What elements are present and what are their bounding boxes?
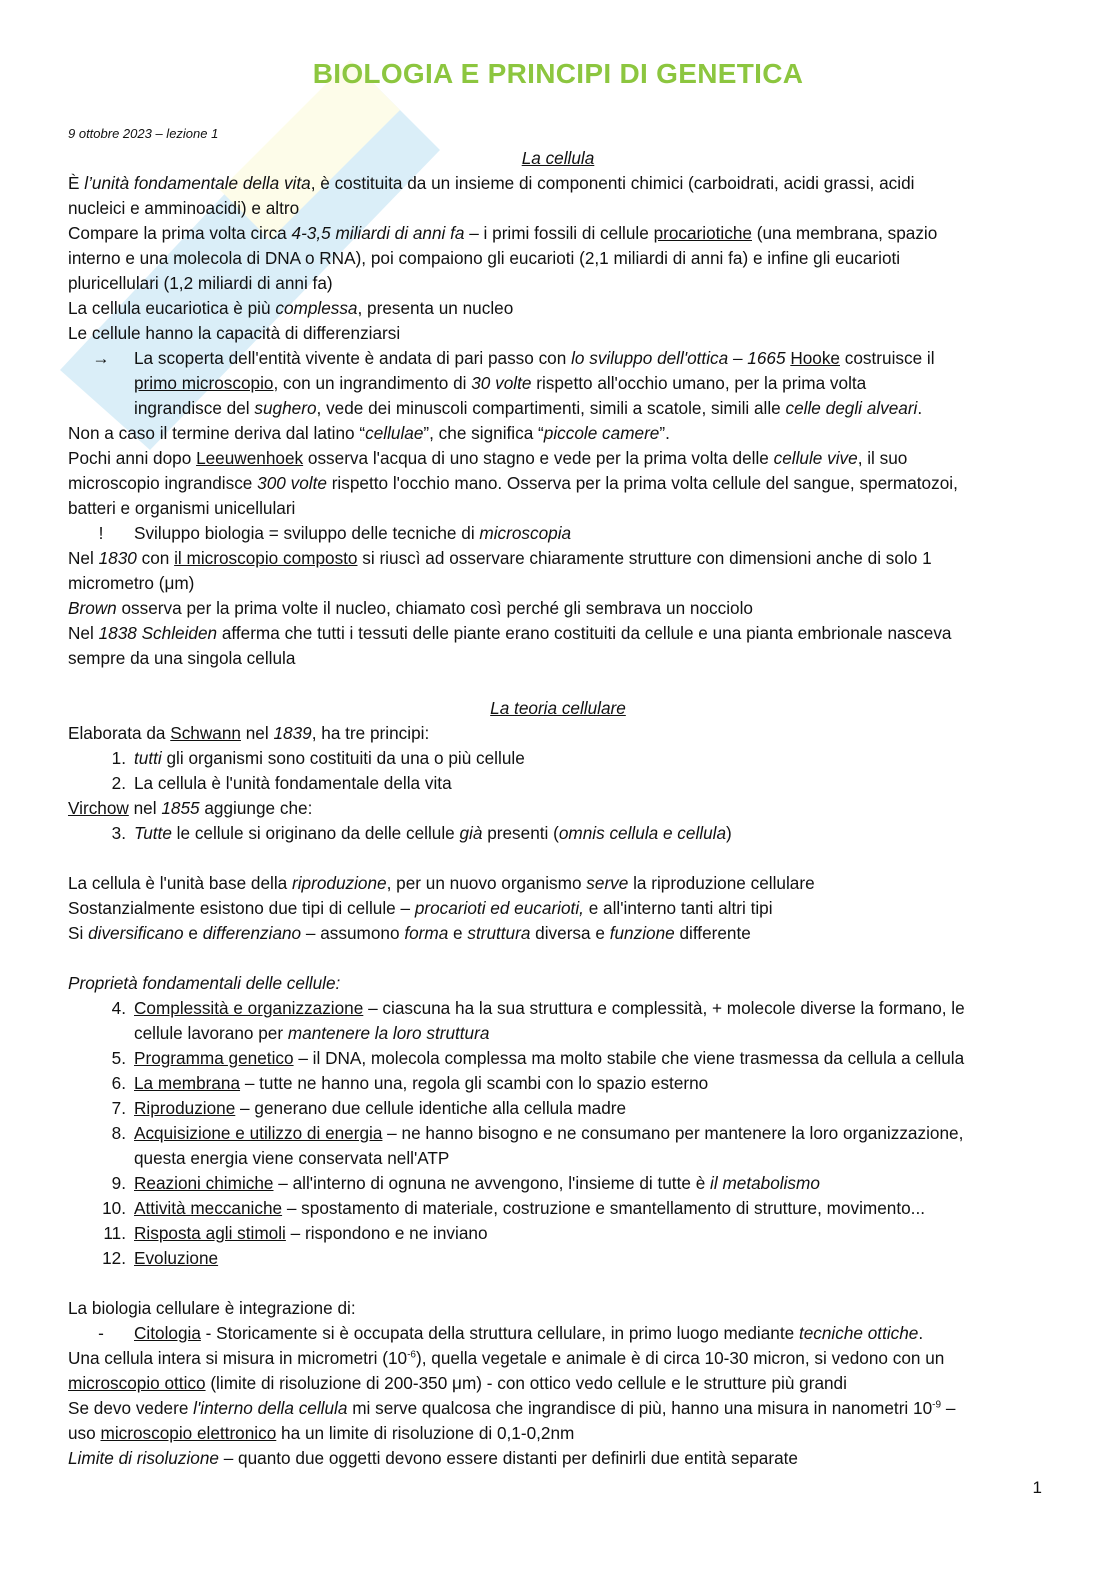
list-item: 7. Riproduzione – generano due cellule identiche alla cellula madre bbox=[111, 1098, 627, 1118]
paragraph-line: Le cellule hanno la capacità di differenziarsi bbox=[68, 323, 401, 343]
paragraph-line: Brown osserva per la prima volte il nucleo, chiamato così perché gli sembrava un nocciolo bbox=[68, 598, 753, 618]
paragraph-line: Compare la prima volta circa 4-3,5 miliardi di anni fa – i primi fossili di cellule procariotiche (una membrana, spazio bbox=[68, 223, 938, 243]
paragraph-line: micrometro (μm) bbox=[68, 573, 195, 593]
dash-icon: - bbox=[98, 1323, 104, 1343]
paragraph-line: primo microscopio, con un ingrandimento di 30 volte rispetto all'occhio umano, per la prima volta bbox=[134, 373, 867, 393]
document-body bbox=[68, 146, 1048, 1471]
paragraph-line: È l’unità fondamentale della vita, è costituita da un insieme di componenti chimici (carboidrati, acidi grassi, acidi bbox=[68, 173, 915, 193]
heading-teoria-cellulare: La teoria cellulare bbox=[490, 698, 626, 718]
list-item: 2. La cellula è l'unità fondamentale della vita bbox=[111, 773, 452, 793]
paragraph-line: Nel 1830 con il microscopio composto si riuscì ad osservare chiaramente strutture con dimensioni anche di solo 1 bbox=[68, 548, 932, 568]
arrow-bullet: → La scoperta dell'entità vivente è andata di pari passo con lo sviluppo dell'ottica – 1665 Hooke costruisce il bbox=[68, 346, 1048, 371]
exclamation-icon: ! bbox=[98, 523, 104, 543]
paragraph-line: microscopio ottico (limite di risoluzione di 200-350 μm) - con ottico vedo cellule e le strutture più grandi bbox=[68, 1373, 847, 1393]
paragraph-line: uso microscopio elettronico ha un limite di risoluzione di 0,1-0,2nm bbox=[68, 1423, 575, 1443]
list-item: 6. La membrana – tutte ne hanno una, regola gli scambi con lo spazio esterno bbox=[111, 1073, 709, 1093]
arrow-icon: → bbox=[92, 348, 110, 368]
paragraph-line: Elaborata da Schwann nel 1839, ha tre principi: bbox=[68, 723, 430, 743]
paragraph-line: nucleici e amminoacidi) e altro bbox=[68, 198, 300, 218]
list-item: 11. Risposta agli stimoli – rispondono e ne inviano bbox=[103, 1223, 488, 1243]
list-item: 4. Complessità e organizzazione – ciascuna ha la sua struttura e complessità, + molecole diverse la formano, le bbox=[111, 998, 965, 1018]
dash-bullet: - Citologia - Storicamente si è occupata della struttura cellulare, in primo luogo mediante tecniche ottiche. bbox=[68, 1321, 1048, 1346]
paragraph-line: Una cellula intera si misura in micrometri $(10^{-6})$, quella vegetale e animale è di circa 10-30 micron, si vedono con un bbox=[68, 1348, 945, 1368]
paragraph-line: La cellula eucariotica è più complessa, presenta un nucleo bbox=[68, 298, 514, 318]
paragraph-line: microscopio ingrandisce 300 volte rispetto l'occhio mano. Osserva per la prima volta cellule del sangue, spermatozoi, bbox=[68, 473, 958, 493]
paragraph-line: Pochi anni dopo Leeuwenhoek osserva l'acqua di uno stagno e vede per la prima volta delle cellule vive, il suo bbox=[68, 448, 908, 468]
list-item: 8. Acquisizione e utilizzo di energia – ne hanno bisogno e ne consumano per mantenere la loro organizzazione, bbox=[111, 1123, 964, 1143]
paragraph-line: sempre da una singola cellula bbox=[68, 648, 296, 668]
paragraph-line: batteri e organismi unicellulari bbox=[68, 498, 296, 518]
paragraph-line: Si diversificano e differenziano – assumono forma e struttura diversa e funzione differente bbox=[68, 923, 751, 943]
page-number: 1 bbox=[1032, 1478, 1042, 1497]
document-title: BIOLOGIA E PRINCIPI DI GENETICA bbox=[312, 58, 804, 89]
heading-la-cellula: La cellula bbox=[521, 148, 595, 168]
list-item: 12. Evoluzione bbox=[102, 1248, 219, 1268]
heading-proprieta: Proprietà fondamentali delle cellule: bbox=[68, 973, 341, 993]
lecture-date: 9 ottobre 2023 – lezione 1 bbox=[68, 126, 219, 141]
list-item: 5. Programma genetico – il DNA, molecola complessa ma molto stabile che viene trasmessa da cellula a cellula bbox=[111, 1048, 965, 1068]
paragraph-line: La cellula è l'unità base della riproduzione, per un nuovo organismo serve la riproduzione cellulare bbox=[68, 873, 815, 893]
list-item: 1. tutti gli organismi sono costituiti da una o più cellule bbox=[111, 748, 525, 768]
paragraph-line: ingrandisce del sughero, vede dei minuscoli compartimenti, simili a scatole, simili alle celle degli alveari. bbox=[134, 398, 923, 418]
paragraph-line: pluricellulari (1,2 miliardi di anni fa) bbox=[68, 273, 333, 293]
paragraph-line: questa energia viene conservata nell'ATP bbox=[134, 1148, 450, 1168]
paragraph-line: Virchow nel 1855 aggiunge che: bbox=[68, 798, 313, 818]
paragraph-line: Non a caso il termine deriva dal latino “cellulae”, che significa “piccole camere”. bbox=[68, 423, 670, 443]
list-item: 3. Tutte le cellule si originano da delle cellule già presenti (omnis cellula e cellula) bbox=[111, 823, 732, 843]
list-item: 10. Attività meccaniche – spostamento di materiale, costruzione e smantellamento di strutture, movimento... bbox=[102, 1198, 925, 1218]
paragraph-line: cellule lavorano per mantenere la loro struttura bbox=[134, 1023, 490, 1043]
exclamation-bullet: ! Sviluppo biologia = sviluppo delle tecniche di microscopia bbox=[68, 521, 1048, 546]
paragraph-line: interno e una molecola di DNA o RNA), poi compaiono gli eucarioti (2,1 miliardi di anni fa) e infine gli eucarioti bbox=[68, 248, 901, 268]
paragraph-line: Se devo vedere l'interno della cellula mi serve qualcosa che ingrandisce di più, hanno una misura in nanometri $10^{-9}$ – bbox=[68, 1398, 956, 1418]
paragraph-line: Nel 1838 Schleiden afferma che tutti i tessuti delle piante erano costituiti da cellule e una pianta embrionale nasceva bbox=[68, 623, 952, 643]
paragraph-line: La biologia cellulare è integrazione di: bbox=[68, 1298, 356, 1318]
list-item: 9. Reazioni chimiche – all'interno di ognuna ne avvengono, l'insieme di tutte è il metabolismo bbox=[111, 1173, 820, 1193]
paragraph-line: Limite di risoluzione – quanto due oggetti devono essere distanti per definirli due entità separate bbox=[68, 1448, 798, 1468]
paragraph-line: Sostanzialmente esistono due tipi di cellule – procarioti ed eucarioti, e all'interno tanti altri tipi bbox=[68, 898, 773, 918]
